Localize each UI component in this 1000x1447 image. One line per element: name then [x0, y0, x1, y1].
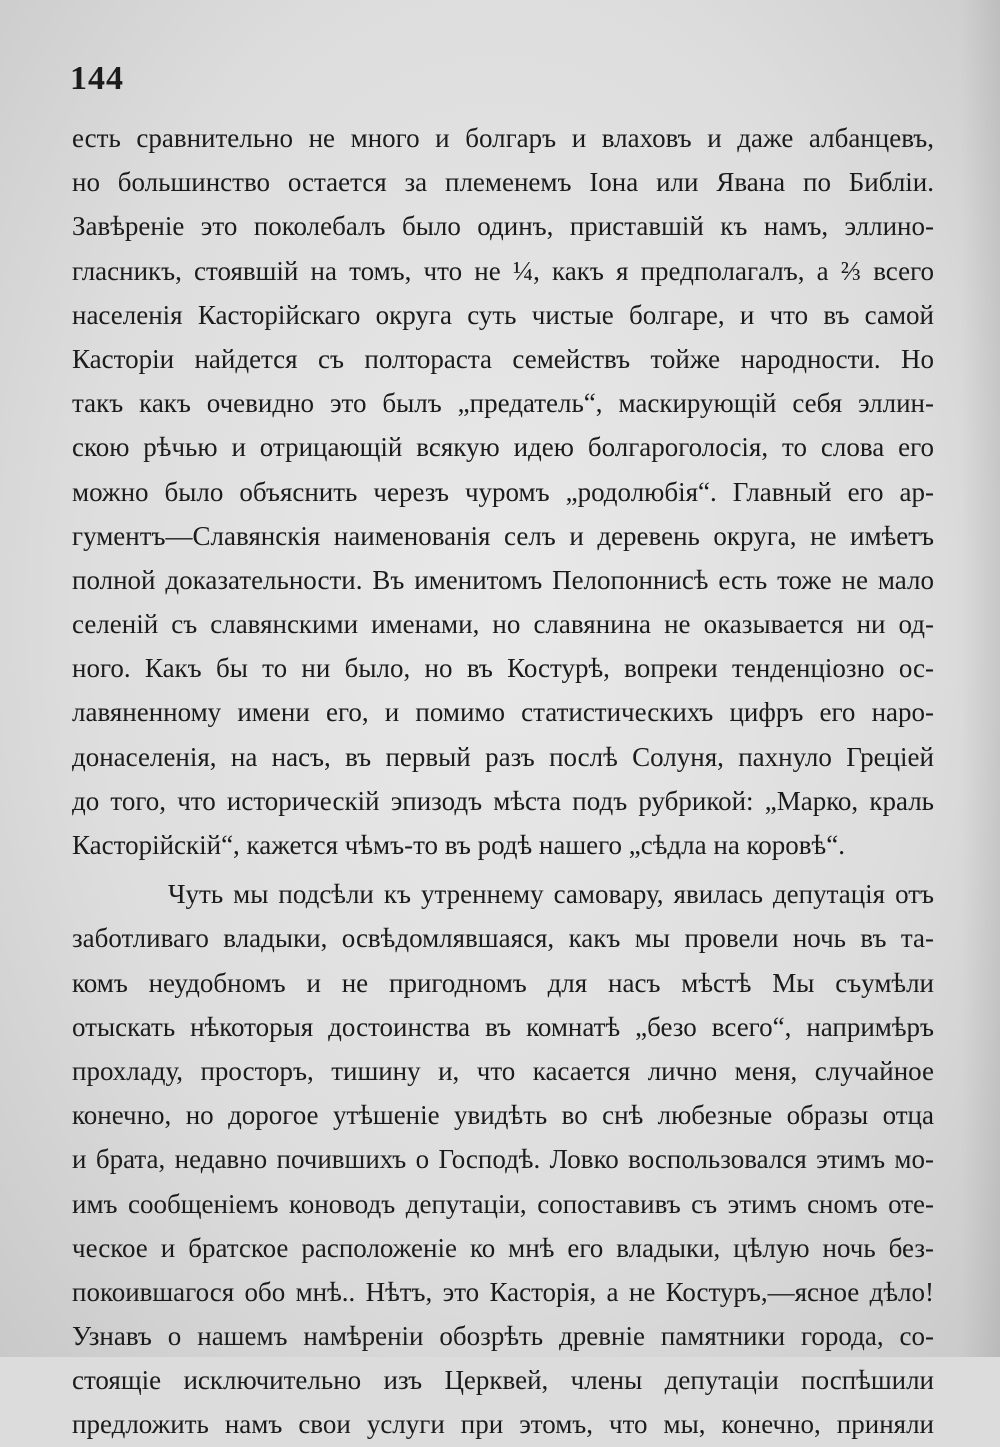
text-line: такъ какъ очевидно это былъ „предатель“, маскирующiй себя эллин-	[72, 388, 934, 419]
text-line: гласникъ, стоявшiй на томъ, что не ¼, какъ я предполагалъ, а ⅔ всего	[72, 255, 934, 286]
text-line: предложить намъ свои услуги при этомъ, что мы, конечно, приняли	[72, 1409, 934, 1440]
text-line: до того, что историческiй эпизодъ мѣста подъ рубрикой: „Марко, краль	[72, 785, 934, 816]
text-line: ческое и братское расположенiе ко мнѣ его владыки, цѣлую ночь без-	[72, 1232, 934, 1263]
body-text	[72, 116, 934, 1447]
text-line: комъ неудобномъ и не пригодномъ для насъ мѣстѣ Мы съумѣли	[72, 967, 934, 998]
text-line: Касторiйскiй“, кажется чѣмъ-то въ родѣ нашего „сѣдла на коровѣ“.	[72, 830, 845, 860]
page-shadow	[960, 0, 1000, 1357]
text-line: гументъ—Славянскiя наименованiя селъ и деревень округа, не имѣетъ	[72, 520, 934, 551]
text-line: лавяненному имени его, и помимо статистическихъ цифръ его наро-	[72, 697, 934, 728]
text-line: ного. Какъ бы то ни было, но въ Костурѣ, вопреки тенденцiозно ос-	[72, 653, 934, 684]
text-line: конечно, но дорогое утѣшенiе увидѣть во снѣ любезные образы отца	[72, 1100, 934, 1131]
text-line: Чуть мы подсѣли къ утреннему самовару, явилась депутацiя отъ	[168, 879, 934, 910]
text-line: Касторiи найдется съ полтораста семействъ тойже народности. Но	[72, 343, 934, 374]
paragraph-1	[72, 116, 934, 867]
page-number: 144	[70, 60, 124, 97]
text-line: но большинство остается за племенемъ Iона или Явана по Библiи.	[72, 167, 934, 198]
text-line: покоившагося обо мнѣ.. Нѣтъ, это Касторiя, а не Костуръ,—ясное дѣло!	[72, 1276, 934, 1307]
text-line: можно было объяснить черезъ чуромъ „родолюбiя“. Главный его ар-	[72, 476, 934, 507]
text-line: населенiя Касторiйскаго округа суть чистые болгаре, и что въ самой	[72, 299, 934, 330]
text-line: селенiй съ славянскими именами, но славянина не оказывается ни од-	[72, 609, 934, 640]
paragraph-2	[72, 872, 934, 1446]
text-line: скою рѣчью и отрицающiй всякую идею болгароголосiя, то слова его	[72, 432, 934, 463]
text-line: прохладу, просторъ, тишину и, что касается лично меня, случайное	[72, 1055, 934, 1086]
text-line: Узнавъ о нашемъ намѣренiи обозрѣть древнiе памятники города, со-	[72, 1321, 934, 1352]
text-line: донаселенiя, на насъ, въ первый разъ послѣ Солуня, пахнуло Грецiей	[72, 741, 934, 772]
text-line: есть сравнительно не много и болгаръ и влаховъ и даже албанцевъ,	[72, 123, 934, 153]
text-line: отыскать нѣкоторыя достоинства въ комнатѣ „безо всего“, напримѣръ	[72, 1011, 934, 1042]
text-line: и брата, недавно почившихъ о Господѣ. Ловко воспользовался этимъ мо-	[72, 1144, 934, 1175]
text-line: полной доказательности. Въ именитомъ Пелопоннисѣ есть тоже не мало	[72, 564, 934, 595]
text-line: заботливаго владыки, освѣдомлявшаяся, какъ мы провели ночь въ та-	[72, 923, 934, 954]
text-line: имъ сообщенiемъ коноводъ депутацiи, сопоставивъ съ этимъ сномъ оте-	[72, 1188, 934, 1219]
text-line: Завѣренiе это поколебалъ было одинъ, приставшiй къ намъ, эллино-	[72, 211, 934, 242]
text-line: стоящiе исключительно изъ Церквей, члены депутацiи поспѣшили	[72, 1365, 934, 1396]
